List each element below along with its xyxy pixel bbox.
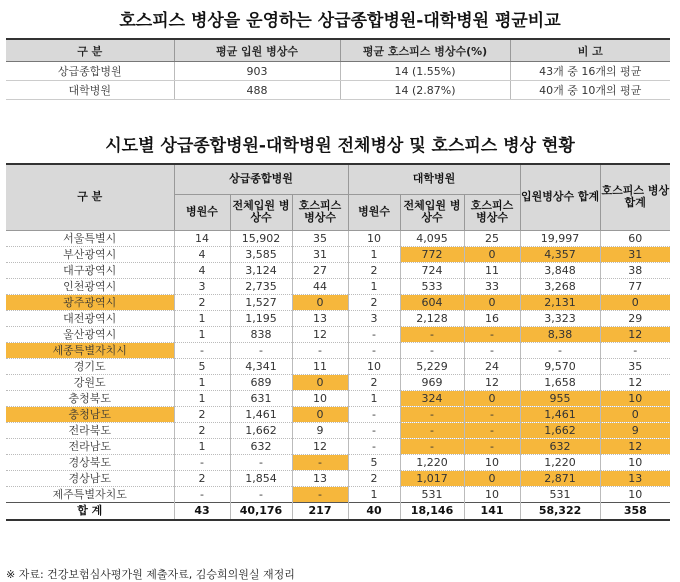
region-cell: 인천광역시 (6, 278, 174, 294)
table2-cell: 35 (292, 230, 348, 246)
table1-cell: 대학병원 (6, 81, 174, 100)
region-cell: 강원도 (6, 374, 174, 390)
table2-cell: 5 (348, 454, 400, 470)
region-cell: 경상남도 (6, 470, 174, 486)
table2-cell: 31 (292, 246, 348, 262)
table2-row (6, 422, 670, 438)
table2-cell: 533 (400, 278, 464, 294)
region-cell: 대전광역시 (6, 310, 174, 326)
table2-row (6, 246, 670, 262)
table2-cell: 33 (464, 278, 520, 294)
table2-cell: - (464, 406, 520, 422)
table2-cell: - (464, 422, 520, 438)
table1-title: 호스피스 병상을 운영하는 상급종합병원-대학병원 평균비교 (119, 11, 561, 31)
table2-cell: 10 (600, 390, 670, 406)
table2-cell: 1,461 (230, 406, 292, 422)
table2-cell: 0 (292, 374, 348, 390)
table2-cell: - (464, 342, 520, 358)
table1-cell: 488 (174, 81, 340, 100)
table2-cell: 12 (600, 438, 670, 454)
total-cell: 141 (464, 502, 520, 520)
table2-subheader-beds: 전체입원 병상수 (400, 194, 464, 230)
table2-cell: 604 (400, 294, 464, 310)
table2-cell: - (400, 406, 464, 422)
table2-cell: 35 (600, 358, 670, 374)
table2-cell: - (292, 486, 348, 502)
table1-header-category: 구 분 (6, 39, 174, 62)
table2-cell: 689 (230, 374, 292, 390)
table2-row (6, 406, 670, 422)
table2-cell: 19,997 (520, 230, 600, 246)
table2-cell: 0 (464, 470, 520, 486)
region-cell: 전라북도 (6, 422, 174, 438)
table2-cell: 4 (174, 262, 230, 278)
table2-cell: 25 (464, 230, 520, 246)
table2-cell: - (464, 326, 520, 342)
table2-cell: 1 (174, 310, 230, 326)
table2-cell: 969 (400, 374, 464, 390)
table2-cell: 14 (174, 230, 230, 246)
table2-cell: 12 (292, 326, 348, 342)
table2-cell: 10 (464, 486, 520, 502)
table1-cell: 14 (2.87%) (340, 81, 510, 100)
table2-cell: - (400, 342, 464, 358)
table2-cell: - (348, 406, 400, 422)
table2-cell: 1,658 (520, 374, 600, 390)
table2-row (6, 342, 670, 358)
table2-cell: 2 (348, 294, 400, 310)
table2-cell: 1,854 (230, 470, 292, 486)
table2-cell: - (292, 342, 348, 358)
table2-cell: 10 (600, 486, 670, 502)
table2-cell: 16 (464, 310, 520, 326)
table2-cell: 12 (464, 374, 520, 390)
table2-cell: 1,220 (520, 454, 600, 470)
table2-cell: - (174, 454, 230, 470)
region-cell: 서울특별시 (6, 230, 174, 246)
table2-cell: - (400, 422, 464, 438)
table2-cell: 24 (464, 358, 520, 374)
region-cell: 대구광역시 (6, 262, 174, 278)
table2-header-row-1 (6, 164, 670, 194)
region-cell: 경기도 (6, 358, 174, 374)
region-cell: 울산광역시 (6, 326, 174, 342)
table2-cell: 1,662 (230, 422, 292, 438)
table2-cell: 38 (600, 262, 670, 278)
table2-cell: 2 (174, 470, 230, 486)
region-cell: 부산광역시 (6, 246, 174, 262)
table2-cell: 2 (174, 422, 230, 438)
table2-cell: 3,585 (230, 246, 292, 262)
table2-row (6, 470, 670, 486)
source-footnote: ※ 자료: 건강보험심사평가원 제출자료, 김승희의원실 재정리 (6, 568, 295, 581)
table2-cell: 5 (174, 358, 230, 374)
table2-row (6, 358, 670, 374)
average-comparison-table (6, 38, 670, 100)
table2-cell: 1 (174, 438, 230, 454)
table2-cell: 12 (600, 326, 670, 342)
table2-cell: 0 (600, 406, 670, 422)
table2-cell: 1 (174, 390, 230, 406)
table2-cell: 13 (292, 470, 348, 486)
table2-cell: - (230, 342, 292, 358)
total-cell: 58,322 (520, 502, 600, 520)
table2-row (6, 390, 670, 406)
table2-body (6, 230, 670, 520)
table2-cell: 1 (348, 246, 400, 262)
table1-cell: 40개 중 10개의 평균 (510, 81, 670, 100)
table2-cell: 60 (600, 230, 670, 246)
table2-cell: 2,871 (520, 470, 600, 486)
table2-cell: 1,220 (400, 454, 464, 470)
table2-cell: 3 (174, 278, 230, 294)
table2-cell: 0 (600, 294, 670, 310)
table2-cell: - (292, 454, 348, 470)
region-cell: 충청남도 (6, 406, 174, 422)
table2-cell: 10 (348, 358, 400, 374)
table2-cell: 838 (230, 326, 292, 342)
table2-row (6, 486, 670, 502)
table2-cell: - (348, 422, 400, 438)
total-cell: 358 (600, 502, 670, 520)
table2-cell: 0 (464, 390, 520, 406)
table2-cell: 2 (348, 470, 400, 486)
table1-cell: 상급종합병원 (6, 62, 174, 81)
table2-cell: 9 (292, 422, 348, 438)
table2-subheader-hospice: 호스피스 병상수 (292, 194, 348, 230)
table2-row (6, 294, 670, 310)
table2-cell: - (348, 326, 400, 342)
table2-subheader-hospitals: 병원수 (348, 194, 400, 230)
region-cell: 광주광역시 (6, 294, 174, 310)
table2-row (6, 374, 670, 390)
table2-cell: 5,229 (400, 358, 464, 374)
table2-cell: 1,195 (230, 310, 292, 326)
table2-cell: 10 (348, 230, 400, 246)
table2-cell: 955 (520, 390, 600, 406)
table2-subheader-hospice: 호스피스 병상수 (464, 194, 520, 230)
table2-cell: 9,570 (520, 358, 600, 374)
table2-cell: 10 (600, 454, 670, 470)
table2-cell: 4,341 (230, 358, 292, 374)
table2-cell: 0 (292, 406, 348, 422)
table2-cell: 1,017 (400, 470, 464, 486)
regional-beds-table (6, 163, 670, 521)
table2-cell: 531 (400, 486, 464, 502)
table2-cell: - (348, 438, 400, 454)
total-cell: 217 (292, 502, 348, 520)
table2-cell: 632 (520, 438, 600, 454)
table2-total-row (6, 502, 670, 520)
table2-cell: 2 (174, 294, 230, 310)
table2-cell: 724 (400, 262, 464, 278)
table2-cell: 2,735 (230, 278, 292, 294)
table1-cell: 43개 중 16개의 평균 (510, 62, 670, 81)
table2-subheader-beds: 전체입원 병상수 (230, 194, 292, 230)
total-cell: 40 (348, 502, 400, 520)
table2-cell: 0 (292, 294, 348, 310)
table2-cell: 27 (292, 262, 348, 278)
region-cell: 경상북도 (6, 454, 174, 470)
table2-cell: 531 (520, 486, 600, 502)
table2-row (6, 438, 670, 454)
table2-header-tertiary-hospitals: 상급종합병원 (174, 164, 348, 194)
table2-cell: 772 (400, 246, 464, 262)
table2-row (6, 262, 670, 278)
table2-cell: 2 (348, 262, 400, 278)
total-cell: 18,146 (400, 502, 464, 520)
table2-cell: 31 (600, 246, 670, 262)
table2-row (6, 278, 670, 294)
table2-cell: 1 (174, 374, 230, 390)
table1-cell: 903 (174, 62, 340, 81)
table2-title: 시도별 상급종합병원-대학병원 전체병상 및 호스피스 병상 현황 (105, 136, 575, 156)
table2-cell: 632 (230, 438, 292, 454)
table2-cell: 15,902 (230, 230, 292, 246)
table2-cell: 1 (348, 278, 400, 294)
table2-cell: 2,128 (400, 310, 464, 326)
table1-row (6, 62, 670, 81)
table2-cell: 1,662 (520, 422, 600, 438)
table2-cell: 12 (600, 374, 670, 390)
table2-cell: 10 (464, 454, 520, 470)
table2-cell: - (348, 342, 400, 358)
table2-cell: 29 (600, 310, 670, 326)
table2-cell: 3 (348, 310, 400, 326)
table2-cell: 0 (464, 294, 520, 310)
region-cell: 세종특별자치시 (6, 342, 174, 358)
region-cell: 제주특별자치도 (6, 486, 174, 502)
region-cell: 충청북도 (6, 390, 174, 406)
table2-cell: 324 (400, 390, 464, 406)
table2-cell: - (520, 342, 600, 358)
table2-cell: 8,38 (520, 326, 600, 342)
table2-cell: 1,527 (230, 294, 292, 310)
table1-header-row (6, 39, 670, 62)
table2-row (6, 326, 670, 342)
table1-header-avg-beds: 평균 입원 병상수 (174, 39, 340, 62)
table2-cell: 4,095 (400, 230, 464, 246)
table2-cell: 11 (464, 262, 520, 278)
table1-row (6, 81, 670, 100)
table2-cell: 1 (348, 486, 400, 502)
table2-cell: 3,848 (520, 262, 600, 278)
table2-cell: - (230, 486, 292, 502)
table2-header-category: 구 분 (6, 164, 174, 230)
table2-cell: - (600, 342, 670, 358)
table2-header-university-hospitals: 대학병원 (348, 164, 520, 194)
table2-cell: 3,268 (520, 278, 600, 294)
table2-cell: 2 (348, 374, 400, 390)
table2-cell: 1 (174, 326, 230, 342)
table2-header-total-hospice: 호스피스 병상합계 (600, 164, 670, 230)
total-label: 합 계 (6, 502, 174, 520)
table2-cell: 1,461 (520, 406, 600, 422)
table2-row (6, 454, 670, 470)
table2-header-total-beds: 입원병상수 합계 (520, 164, 600, 230)
table1-header-avg-hospice: 평균 호스피스 병상수(%) (340, 39, 510, 62)
table2-cell: 0 (464, 246, 520, 262)
table2-cell: 13 (600, 470, 670, 486)
table2-cell: - (174, 486, 230, 502)
table2-row (6, 310, 670, 326)
table2-cell: 12 (292, 438, 348, 454)
table2-cell: - (400, 438, 464, 454)
table2-cell: - (400, 326, 464, 342)
table2-cell: 13 (292, 310, 348, 326)
table2-cell: 4 (174, 246, 230, 262)
table1-header-note: 비 고 (510, 39, 670, 62)
table2-cell: - (464, 438, 520, 454)
table1-cell: 14 (1.55%) (340, 62, 510, 81)
table2-cell: 44 (292, 278, 348, 294)
table2-cell: 3,124 (230, 262, 292, 278)
table2-cell: 9 (600, 422, 670, 438)
table2-cell: 631 (230, 390, 292, 406)
table2-cell: 3,323 (520, 310, 600, 326)
total-cell: 40,176 (230, 502, 292, 520)
table2-subheader-hospitals: 병원수 (174, 194, 230, 230)
table2-cell: 2 (174, 406, 230, 422)
table2-row (6, 230, 670, 246)
table2-cell: 1 (348, 390, 400, 406)
table2-cell: 11 (292, 358, 348, 374)
table2-cell: - (174, 342, 230, 358)
table2-cell: - (230, 454, 292, 470)
region-cell: 전라남도 (6, 438, 174, 454)
table2-cell: 2,131 (520, 294, 600, 310)
total-cell: 43 (174, 502, 230, 520)
table2-cell: 77 (600, 278, 670, 294)
table2-cell: 10 (292, 390, 348, 406)
table2-cell: 4,357 (520, 246, 600, 262)
